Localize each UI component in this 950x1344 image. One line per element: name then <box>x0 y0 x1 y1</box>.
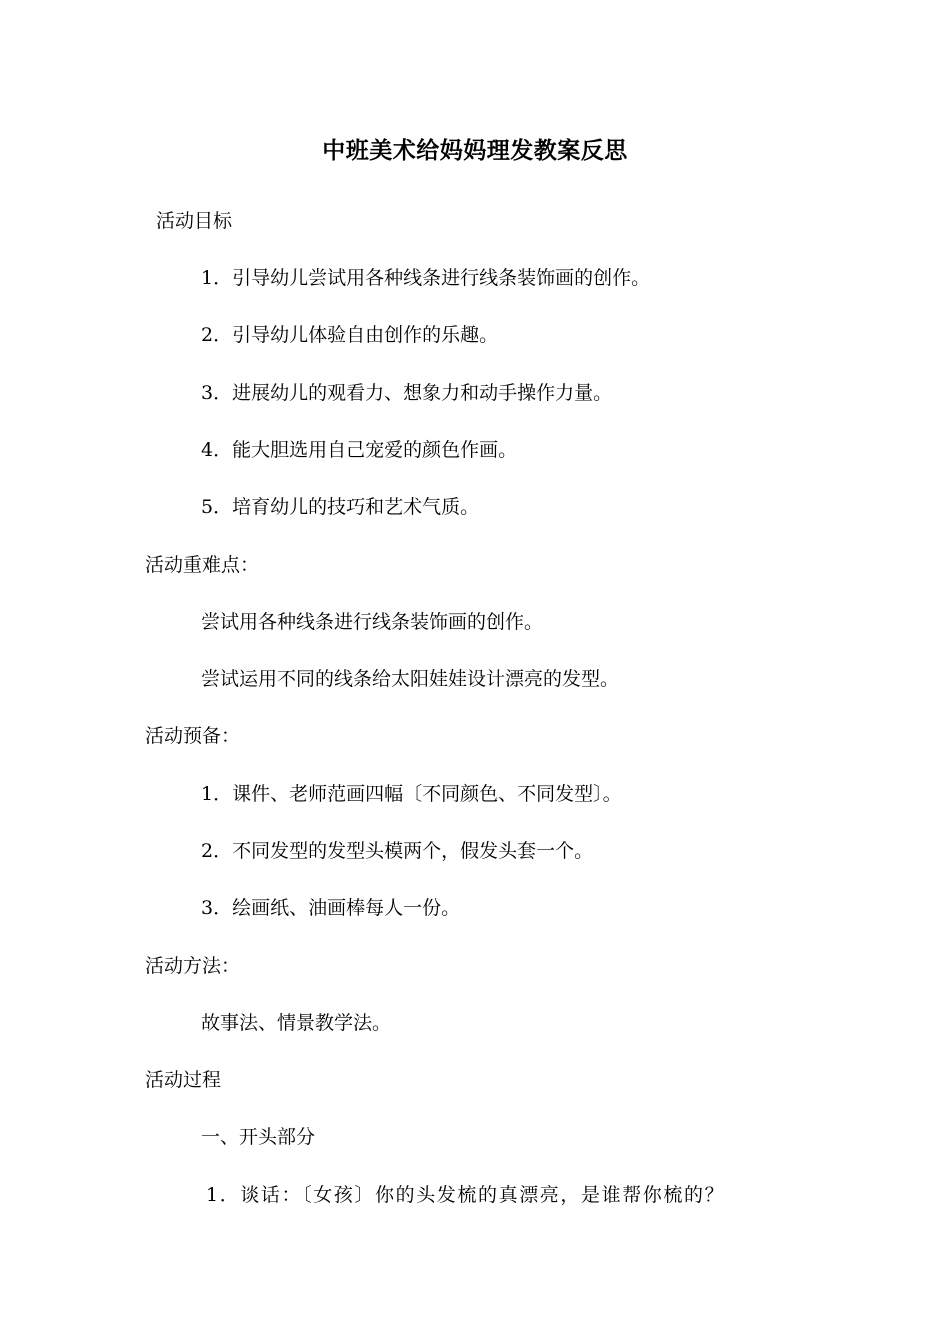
section-heading-process: 活动过程 <box>145 1069 222 1091</box>
preparation-item-2: 2．不同发型的发型头模两个，假发头套一个。 <box>201 840 594 862</box>
process-item-1: 1．谈话：〔女孩〕你的头发梳的真漂亮，是谁帮你梳的？ <box>206 1184 726 1206</box>
key-point-1: 尝试用各种线条进行线条装饰画的创作。 <box>201 611 544 633</box>
section-heading-methods: 活动方法： <box>145 955 241 977</box>
section-heading-key-points: 活动重难点： <box>145 554 260 576</box>
process-subheading-opening: 一、开头部分 <box>201 1126 316 1148</box>
key-point-2: 尝试运用不同的线条给太阳娃娃设计漂亮的发型。 <box>201 668 620 690</box>
section-heading-goals: 活动目标 <box>156 210 233 232</box>
goal-item-2: 2．引导幼儿体验自由创作的乐趣。 <box>201 324 499 346</box>
goal-item-4: 4．能大胆选用自己宠爱的颜色作画。 <box>201 439 518 461</box>
goal-item-5: 5．培育幼儿的技巧和艺术气质。 <box>201 496 480 518</box>
document-title: 中班美术给妈妈理发教案反思 <box>322 137 628 164</box>
goal-item-1: 1．引导幼儿尝试用各种线条进行线条装饰画的创作。 <box>201 267 651 289</box>
section-heading-preparation: 活动预备： <box>145 725 241 747</box>
preparation-item-3: 3．绘画纸、油画棒每人一份。 <box>201 897 461 919</box>
methods-text: 故事法、情景教学法。 <box>201 1012 392 1034</box>
preparation-item-1: 1．课件、老师范画四幅〔不同颜色、不同发型〕。 <box>201 783 622 805</box>
goal-item-3: 3．进展幼儿的观看力、想象力和动手操作力量。 <box>201 382 613 404</box>
